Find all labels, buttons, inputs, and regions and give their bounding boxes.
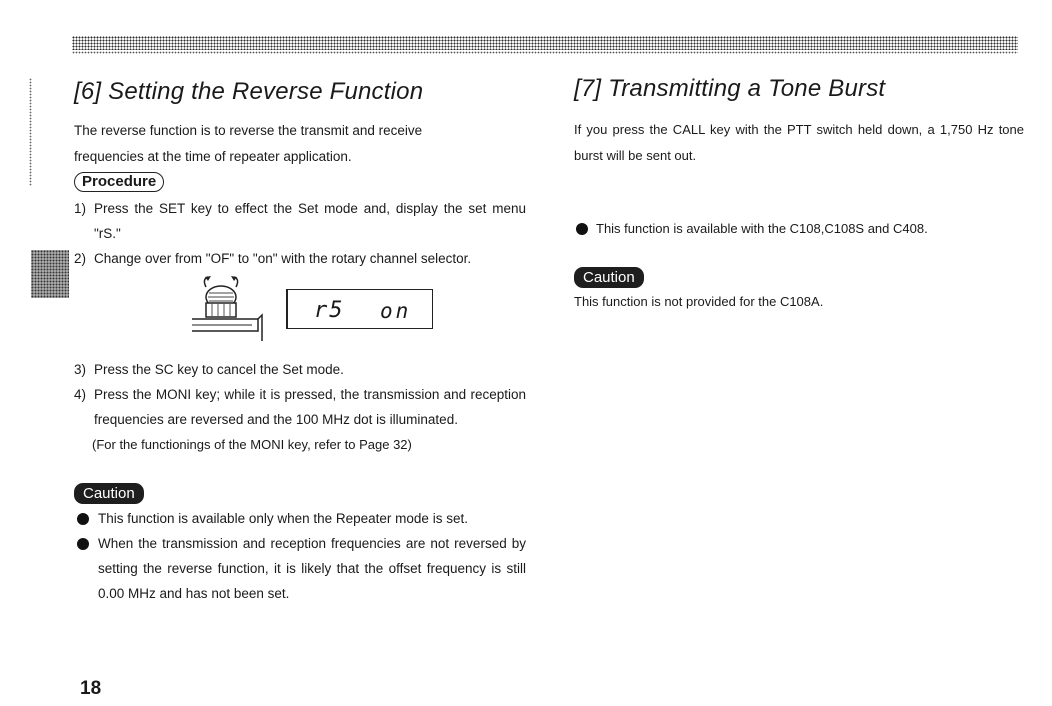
caution-text: This function is not provided for the C108A. <box>574 294 824 309</box>
intro-paragraph <box>74 118 526 170</box>
caution-text: This function is available only when the Repeater mode is set. <box>98 511 468 526</box>
caution-label: Caution <box>574 267 644 288</box>
lcd-text-menu: r5 <box>314 298 345 323</box>
bullet-icon <box>77 513 89 525</box>
step-number: 2) <box>74 251 87 266</box>
procedure-step <box>74 246 526 271</box>
section-title: [6] Setting the Reverse Function <box>74 78 424 105</box>
caution-label: Caution <box>74 483 144 504</box>
intro-line: The reverse function is to reverse the transmit and receive <box>74 123 423 138</box>
caution-item <box>74 506 526 531</box>
rotary-selector-figure <box>74 275 526 351</box>
lcd-display <box>286 289 433 329</box>
step-text: Press the SET key to effect the Set mode and, display the set menu "rS." <box>94 201 526 241</box>
availability-note <box>574 217 1024 241</box>
page-number: 18 <box>80 678 102 699</box>
reference-note: (For the functionings of the MONI key, refer to Page 32) <box>92 437 412 452</box>
section-tone-burst <box>574 75 1024 314</box>
procedure-label: Procedure <box>74 172 164 192</box>
intro-line: frequencies at the time of repeater application. <box>74 149 352 164</box>
step-text: Press the SC key to cancel the Set mode. <box>94 362 344 377</box>
bullet-icon <box>576 223 588 235</box>
procedure-step <box>74 196 526 246</box>
procedure-step <box>74 382 526 432</box>
procedure-step <box>74 357 526 382</box>
margin-dot-line <box>29 78 32 186</box>
header-dot-band-lower <box>72 51 1018 54</box>
section-reverse-function <box>74 78 526 606</box>
section-title: [7] Transmitting a Tone Burst <box>574 75 886 102</box>
step-text: Change over from "OF" to "on" with the rotary channel selector. <box>94 251 472 266</box>
rotary-knob-icon <box>192 275 272 347</box>
lcd-text-value: on <box>380 299 412 323</box>
availability-text: This function is available with the C108,C108S and C408. <box>596 221 928 236</box>
step-number: 1) <box>74 201 87 216</box>
step-number: 3) <box>74 362 87 377</box>
caution-text: When the transmission and reception frequencies are not reversed by setting the reverse function, it is likely that the offset frequency is still 0.00 MHz and has not been set. <box>98 536 526 601</box>
header-dot-band <box>72 36 1018 50</box>
step-text: Press the MONI key; while it is pressed, the transmission and reception frequencies are reversed and the 100 MHz dot is illuminated. <box>94 387 526 427</box>
step-number: 4) <box>74 387 87 402</box>
bullet-icon <box>77 538 89 550</box>
section-tab-mark <box>31 250 69 298</box>
intro-paragraph: If you press the CALL key with the PTT switch held down, a 1,750 Hz tone burst will be sent out. <box>574 122 1024 163</box>
caution-item <box>74 531 526 606</box>
